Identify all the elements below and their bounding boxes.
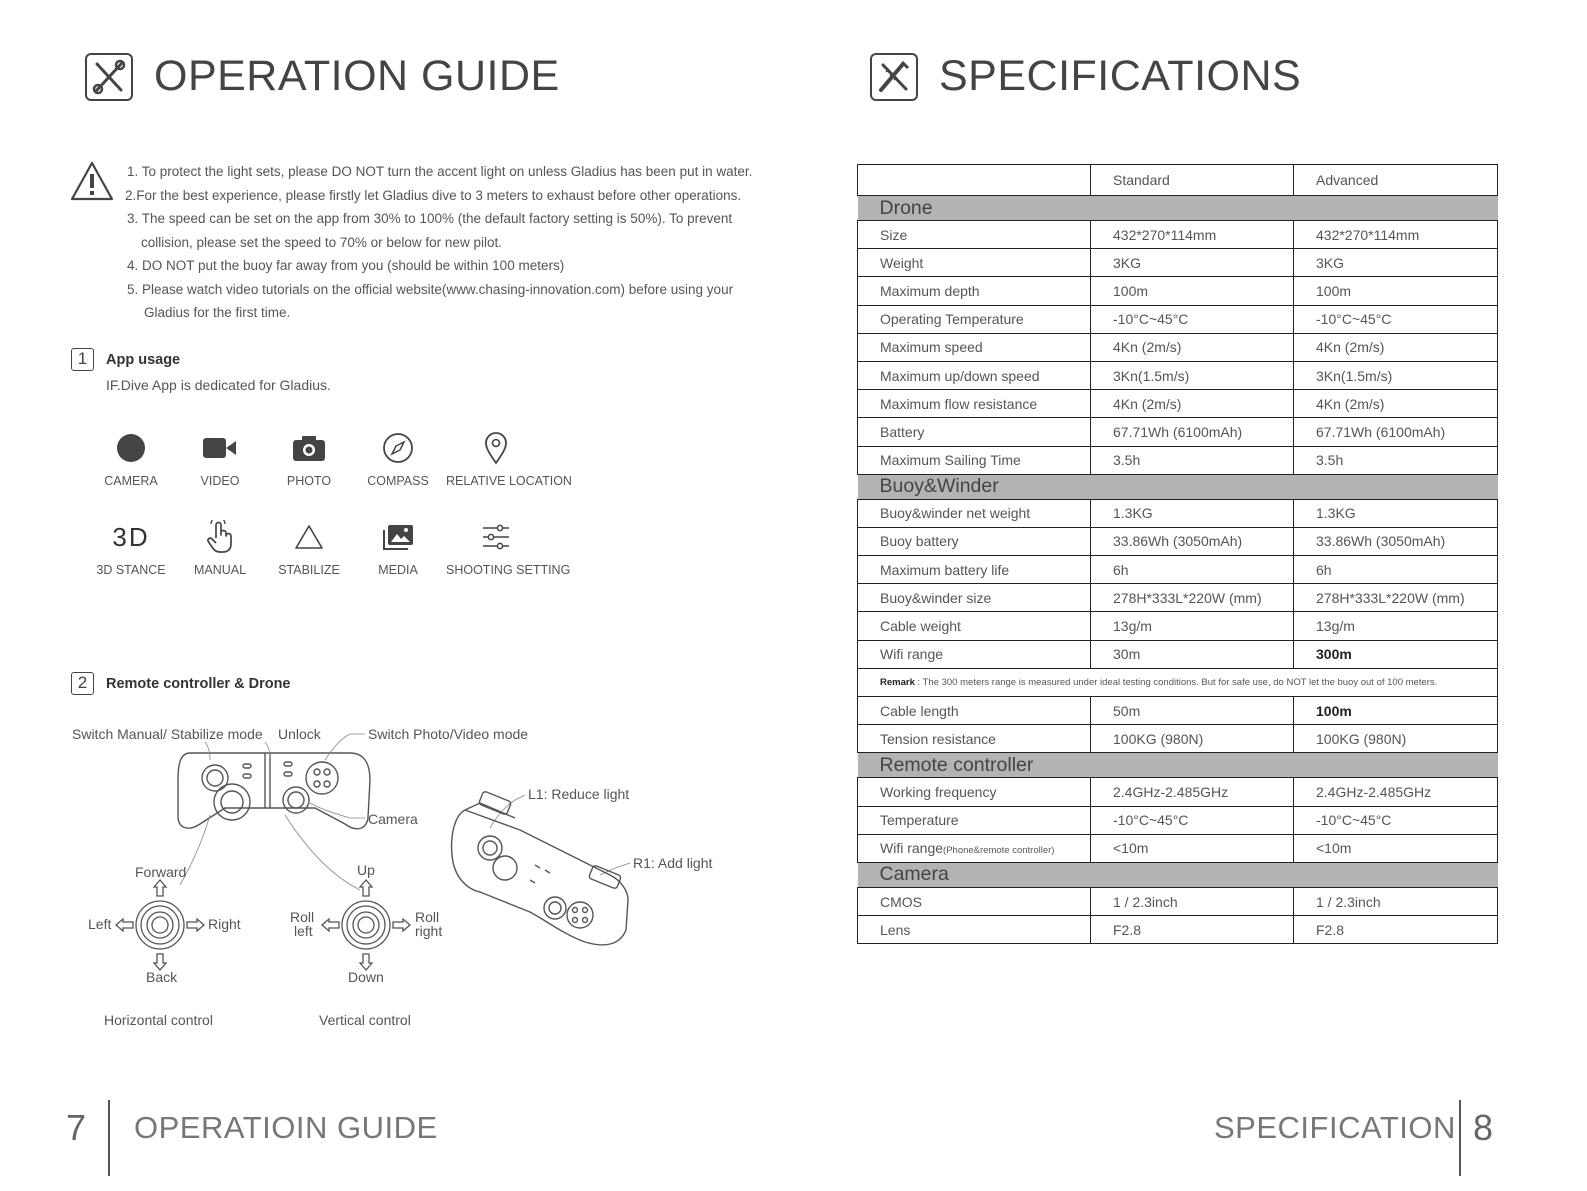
media-gallery-icon	[381, 522, 415, 552]
label-up: Up	[357, 862, 375, 878]
app-icon-camera	[81, 430, 181, 488]
spec-standard: F2.8	[1091, 916, 1294, 944]
footer-label: OPERATIOIN GUIDE	[134, 1110, 438, 1145]
group-drone: Drone	[858, 196, 1498, 221]
joystick-horizontal	[116, 880, 204, 970]
header-cell: Standard	[1091, 165, 1294, 196]
app-icon-label: RELATIVE LOCATION	[446, 474, 572, 488]
spec-advanced: 100m	[1294, 697, 1498, 725]
compass-icon	[381, 431, 415, 465]
label-switch-photo: Switch Photo/Video mode	[368, 726, 529, 742]
section-desc: IF.Dive App is dedicated for Gladius.	[106, 377, 331, 393]
table-row	[858, 916, 1498, 944]
app-icon-label: PHOTO	[286, 474, 332, 488]
label-forward: Forward	[135, 864, 187, 880]
spec-label: Maximum up/down speed	[858, 361, 1091, 389]
table-row	[858, 584, 1498, 612]
spec-standard: -10°C~45°C	[1091, 806, 1294, 834]
spec-label: Size	[858, 221, 1091, 249]
pencil-ruler-icon	[870, 53, 918, 101]
triangle-icon	[294, 523, 324, 551]
sliders-icon	[481, 522, 511, 552]
spec-advanced: 2.4GHz-2.485GHz	[1294, 778, 1498, 806]
table-row	[858, 333, 1498, 361]
label-camera: Camera	[368, 811, 418, 827]
spec-label: Temperature	[858, 806, 1091, 834]
remark-cell	[858, 668, 1498, 696]
app-icon-label: MEDIA	[378, 563, 418, 577]
page-number: 8	[1473, 1107, 1494, 1148]
arrow-left-icon	[322, 919, 339, 931]
controller-front-illustration	[178, 753, 370, 829]
spec-standard: 432*270*114mm	[1091, 221, 1294, 249]
app-icon-label: COMPASS	[367, 474, 429, 488]
photo-camera-icon	[292, 434, 326, 462]
spec-label: Maximum flow resistance	[858, 390, 1091, 418]
camera-rows	[858, 887, 1498, 943]
spec-advanced: F2.8	[1294, 916, 1498, 944]
spec-label: Operating Temperature	[858, 305, 1091, 333]
spec-table	[857, 164, 1498, 944]
app-icon-label: 3D STANCE	[96, 563, 166, 577]
group-buoy: Buoy&Winder	[858, 474, 1498, 499]
table-row	[858, 697, 1498, 725]
app-icon-stabilize	[259, 519, 359, 577]
app-icon-manual	[170, 519, 270, 577]
wifi-range-note: (Phone&remote controller)	[943, 845, 1055, 857]
spec-advanced: 6h	[1294, 556, 1498, 584]
spec-advanced: 1 / 2.3inch	[1294, 887, 1498, 915]
app-icon-media	[348, 519, 448, 577]
record-icon	[115, 432, 147, 464]
table-row	[858, 778, 1498, 806]
spec-standard: <10m	[1091, 834, 1294, 862]
arrow-up-icon	[154, 880, 166, 896]
video-icon	[202, 436, 238, 460]
app-icon-label: VIDEO	[200, 474, 240, 488]
table-row	[858, 527, 1498, 555]
label-switch-mode: Switch Manual/ Stabilize mode	[72, 726, 263, 742]
label-l1: L1: Reduce light	[528, 786, 630, 802]
table-row	[858, 834, 1498, 862]
app-icon-label: CAMERA	[104, 474, 158, 488]
spec-standard: 67.71Wh (6100mAh)	[1091, 418, 1294, 446]
spec-label: Buoy&winder net weight	[858, 499, 1091, 527]
section-number: 1	[71, 348, 94, 371]
buoy-rows	[858, 499, 1498, 668]
table-header-row	[858, 165, 1498, 196]
app-icon-relative-location	[446, 430, 572, 488]
app-icon-3d-stance	[81, 519, 181, 577]
label-unlock: Unlock	[278, 726, 321, 742]
spec-standard: 4Kn (2m/s)	[1091, 333, 1294, 361]
arrow-down-icon	[154, 954, 166, 970]
table-row	[858, 612, 1498, 640]
page-number: 7	[66, 1107, 87, 1148]
note-line: collision, please set the speed to 70% or below for new pilot.	[141, 234, 502, 250]
table-row	[858, 277, 1498, 305]
spec-advanced: 4Kn (2m/s)	[1294, 333, 1498, 361]
spec-label: Weight	[858, 249, 1091, 277]
table-row	[858, 361, 1498, 389]
controller-side-illustration	[452, 791, 628, 945]
3d-icon: 3D	[112, 521, 150, 552]
note-line: 2.For the best experience, please firstly let Gladius dive to 3 meters to exhaust before other operations.	[125, 187, 742, 203]
spec-standard: 33.86Wh (3050mAh)	[1091, 527, 1294, 555]
remote-rows	[858, 778, 1498, 834]
spec-label: Lens	[858, 916, 1091, 944]
spec-label: Buoy battery	[858, 527, 1091, 555]
footer-label: SPECIFICATION	[1214, 1110, 1456, 1145]
note-line: 1. To protect the light sets, please DO NOT turn the accent light on unless Gladius has been put in water.	[127, 164, 753, 179]
location-pin-icon	[483, 431, 509, 465]
spec-label: Battery	[858, 418, 1091, 446]
table-row	[858, 499, 1498, 527]
spec-standard: 30m	[1091, 640, 1294, 668]
spec-label: Maximum Sailing Time	[858, 446, 1091, 474]
spec-label	[858, 834, 1091, 862]
label-roll-left-2: left	[294, 923, 313, 939]
spec-standard: 2.4GHz-2.485GHz	[1091, 778, 1294, 806]
arrow-down-icon	[360, 954, 372, 970]
footer-divider	[108, 1100, 110, 1176]
page-title: OPERATION GUIDE	[154, 52, 560, 100]
spec-standard: 1.3KG	[1091, 499, 1294, 527]
tools-icon	[85, 53, 133, 101]
table-row	[858, 887, 1498, 915]
header-cell	[858, 165, 1091, 196]
safety-notes	[127, 160, 767, 325]
spec-standard: 100m	[1091, 277, 1294, 305]
remark-row	[858, 668, 1498, 696]
spec-label: Cable length	[858, 697, 1091, 725]
joystick-vertical	[322, 880, 410, 970]
footer-divider	[1459, 1100, 1461, 1176]
arrow-up-icon	[360, 880, 372, 896]
spec-advanced: -10°C~45°C	[1294, 305, 1498, 333]
hand-pointer-icon	[205, 520, 235, 554]
spec-advanced: 3.5h	[1294, 446, 1498, 474]
spec-label: Tension resistance	[858, 725, 1091, 753]
spec-advanced: 100KG (980N)	[1294, 725, 1498, 753]
spec-advanced: 300m	[1294, 640, 1498, 668]
group-camera: Camera	[858, 862, 1498, 887]
arrow-right-icon	[393, 919, 410, 931]
table-row	[858, 446, 1498, 474]
spec-advanced: 100m	[1294, 277, 1498, 305]
app-icon-compass	[348, 430, 448, 488]
section-title: App usage	[106, 352, 181, 368]
warning-icon	[69, 160, 115, 207]
app-icon-label: STABILIZE	[278, 563, 340, 577]
label-r1: R1: Add light	[633, 855, 713, 871]
label-right: Right	[208, 916, 241, 932]
section-number: 2	[71, 672, 94, 695]
label-down: Down	[348, 969, 384, 985]
label-roll-right-2: right	[415, 923, 443, 939]
label-back: Back	[146, 969, 178, 985]
note-line: 3. The speed can be set on the app from 30% to 100% (the default factory setting is 50%). To prevent	[127, 211, 733, 226]
table-row	[858, 221, 1498, 249]
remark-text: : The 300 meters range is measured under ideal testing conditions. But for safe use, do NOT let the buoy out of 100 meters.	[914, 676, 1438, 688]
page-title: SPECIFICATIONS	[939, 52, 1302, 100]
group-row	[858, 862, 1498, 887]
spec-standard: 13g/m	[1091, 612, 1294, 640]
table-row	[858, 640, 1498, 668]
table-row	[858, 556, 1498, 584]
spec-advanced: 278H*333L*220W (mm)	[1294, 584, 1498, 612]
spec-standard: 4Kn (2m/s)	[1091, 390, 1294, 418]
spec-advanced: 3Kn(1.5m/s)	[1294, 361, 1498, 389]
table-row	[858, 725, 1498, 753]
wifi-range-label: Wifi range	[880, 840, 944, 857]
label-vertical-control: Vertical control	[319, 1012, 411, 1028]
spec-standard: 3.5h	[1091, 446, 1294, 474]
app-icon-label: SHOOTING SETTING	[446, 563, 571, 577]
spec-standard: -10°C~45°C	[1091, 305, 1294, 333]
table-row	[858, 418, 1498, 446]
spec-label: Wifi range	[858, 640, 1091, 668]
spec-label: Cable weight	[858, 612, 1091, 640]
spec-standard: 3KG	[1091, 249, 1294, 277]
note-line: 5. Please watch video tutorials on the official website(www.chasing-innovation.com) before using your	[127, 281, 734, 297]
spec-advanced: 432*270*114mm	[1294, 221, 1498, 249]
spec-advanced: <10m	[1294, 834, 1498, 862]
section-title: Remote controller & Drone	[106, 676, 291, 692]
spec-label: Working frequency	[858, 778, 1091, 806]
buoy-rows-2	[858, 697, 1498, 753]
spec-standard: 6h	[1091, 556, 1294, 584]
spec-standard: 1 / 2.3inch	[1091, 887, 1294, 915]
app-icon-photo	[259, 430, 359, 488]
app-icon-label: MANUAL	[193, 563, 247, 577]
spec-advanced: 13g/m	[1294, 612, 1498, 640]
spec-standard: 50m	[1091, 697, 1294, 725]
spec-label: Buoy&winder size	[858, 584, 1091, 612]
group-remote: Remote controller	[858, 753, 1498, 778]
note-line: Gladius for the first time.	[144, 305, 291, 320]
label-left: Left	[88, 916, 112, 932]
group-row	[858, 753, 1498, 778]
spec-advanced: 1.3KG	[1294, 499, 1498, 527]
spec-advanced: 3KG	[1294, 249, 1498, 277]
table-row	[858, 390, 1498, 418]
table-row	[858, 305, 1498, 333]
spec-advanced: 67.71Wh (6100mAh)	[1294, 418, 1498, 446]
header-cell: Advanced	[1294, 165, 1498, 196]
group-row	[858, 196, 1498, 221]
spec-advanced: -10°C~45°C	[1294, 806, 1498, 834]
note-line: 4. DO NOT put the buoy far away from you (should be within 100 meters)	[127, 258, 565, 273]
spec-standard: 278H*333L*220W (mm)	[1091, 584, 1294, 612]
drone-rows	[858, 221, 1498, 475]
remark-label: Remark	[880, 676, 915, 688]
spec-label: Maximum speed	[858, 333, 1091, 361]
table-row	[858, 806, 1498, 834]
spec-advanced: 33.86Wh (3050mAh)	[1294, 527, 1498, 555]
arrow-left-icon	[116, 919, 133, 931]
label-roll-left: Roll	[290, 909, 315, 925]
spec-label: Maximum depth	[858, 277, 1091, 305]
app-icon-shooting-setting	[446, 519, 571, 577]
spec-advanced: 4Kn (2m/s)	[1294, 390, 1498, 418]
arrow-right-icon	[187, 919, 204, 931]
label-roll-right: Roll	[415, 909, 440, 925]
group-row	[858, 474, 1498, 499]
spec-standard: 100KG (980N)	[1091, 725, 1294, 753]
app-icon-video	[170, 430, 270, 488]
label-horizontal-control: Horizontal control	[104, 1012, 213, 1028]
table-row	[858, 249, 1498, 277]
spec-label: Maximum battery life	[858, 556, 1091, 584]
spec-standard: 3Kn(1.5m/s)	[1091, 361, 1294, 389]
spec-label: CMOS	[858, 887, 1091, 915]
